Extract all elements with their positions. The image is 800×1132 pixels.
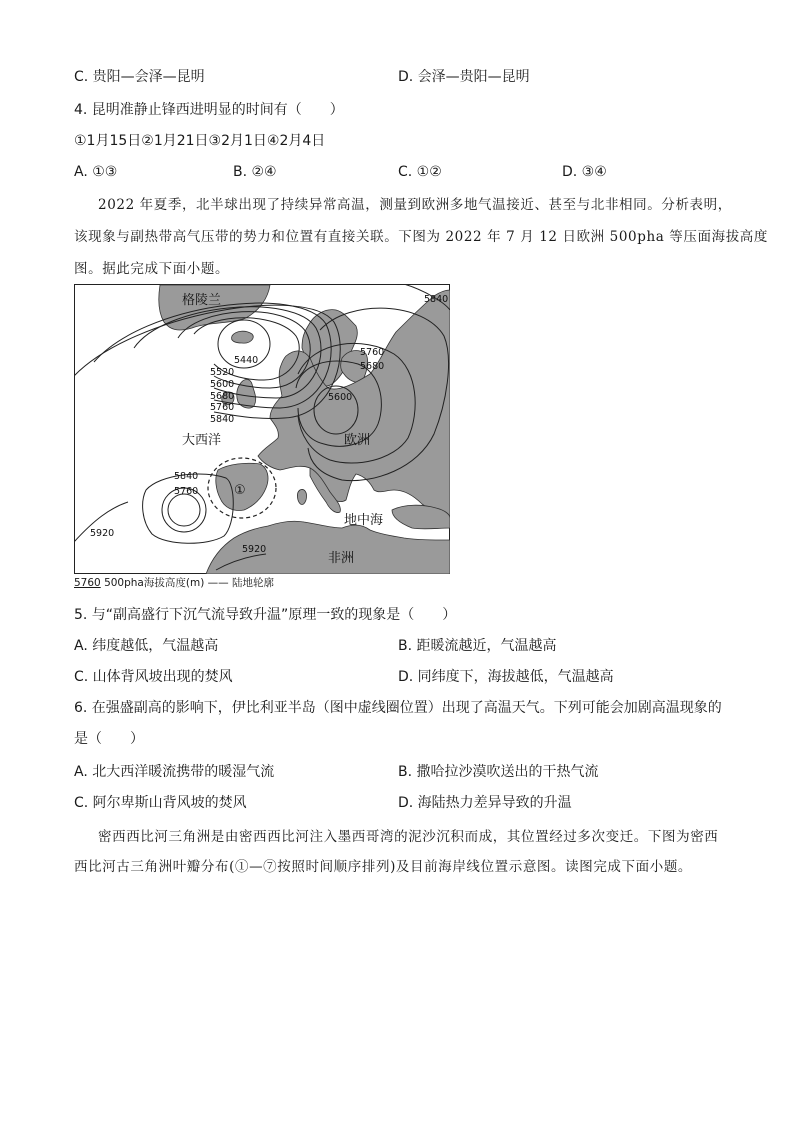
label-africa: 非洲 xyxy=(328,551,355,566)
q6-option-b: B. 撒哈拉沙漠吹送出的干热气流 xyxy=(398,764,599,780)
isoline-label-atlantic-5840: 5840 xyxy=(174,471,199,482)
passage2-line-3: 图。据此完成下面小题。 xyxy=(74,261,230,277)
q3-option-c: C. 贵阳—会泽—昆明 xyxy=(74,69,205,85)
label-greenland: 格陵兰 xyxy=(182,293,222,308)
q5-option-d: D. 同纬度下，海拔越低，气温越高 xyxy=(398,669,614,685)
q6-stem-line-2: 是（ ） xyxy=(74,731,144,747)
isoline-label-atlantic-5760: 5760 xyxy=(174,486,199,497)
isoline-label-5760: 5760 xyxy=(210,402,235,413)
isoline-label-5680: 5680 xyxy=(210,391,235,402)
q6-option-c: C. 阿尔卑斯山背风坡的焚风 xyxy=(74,795,247,811)
isoline-label-europe-5680: 5680 xyxy=(360,361,385,372)
q5-option-c: C. 山体背风坡出现的焚风 xyxy=(74,669,233,685)
q6-stem-line-1: 6. 在强盛副高的影响下，伊比利亚半岛（图中虚线圈位置）出现了高温天气。下列可能会加剧高温现象的 xyxy=(74,700,722,716)
isoline-label-sw-5920: 5920 xyxy=(90,528,115,539)
q6-option-d: D. 海陆热力差异导致的升温 xyxy=(398,795,572,811)
isoline-label-top-right: 5840 xyxy=(424,294,449,305)
europe-500hpa-map xyxy=(74,284,450,574)
isoline-label-5440: 5440 xyxy=(234,355,259,366)
q4-option-c: C. ①② xyxy=(398,164,442,180)
q5-option-b: B. 距暖流越近，气温越高 xyxy=(398,638,557,654)
q4-option-b: B. ②④ xyxy=(233,164,277,180)
q5-option-a: A. 纬度越低，气温越高 xyxy=(74,638,219,654)
isoline-label-africa-5920: 5920 xyxy=(242,544,267,555)
q3-option-d: D. 会泽—贵阳—昆明 xyxy=(398,69,530,85)
legend-text: 500pha海拔高度(m) —— 陆地轮廓 xyxy=(100,577,274,589)
q4-stem: 4. 昆明准静止锋西进明显的时间有（ ） xyxy=(74,102,344,118)
iberia-circle-marker: ① xyxy=(234,483,246,498)
q6-option-a: A. 北大西洋暖流携带的暖湿气流 xyxy=(74,764,275,780)
isoline-label-europe-5600: 5600 xyxy=(328,392,353,403)
isoline-label-5840: 5840 xyxy=(210,414,235,425)
label-europe: 欧洲 xyxy=(344,433,371,448)
map-svg xyxy=(74,284,450,574)
sardinia-landmass xyxy=(297,489,306,504)
map-legend xyxy=(74,576,274,590)
iceland-landmass xyxy=(232,331,254,343)
isoline-label-europe-5760: 5760 xyxy=(360,347,385,358)
label-mediterranean: 地中海 xyxy=(344,513,384,528)
passage3-line-1: 密西西比河三角洲是由密西西比河注入墨西哥湾的泥沙沉积而成，其位置经过多次变迁。下图为密西 xyxy=(98,829,719,845)
isoline-label-5600: 5600 xyxy=(210,379,235,390)
isoline-label-5520: 5520 xyxy=(210,367,235,378)
q4-option-d: D. ③④ xyxy=(562,164,607,180)
legend-isoline-sample: 5760 xyxy=(74,577,101,589)
q5-stem: 5. 与“副高盛行下沉气流导致升温”原理一致的现象是（ ） xyxy=(74,607,457,623)
label-atlantic: 大西洋 xyxy=(182,433,222,448)
passage3-line-2: 西比河古三角洲叶瓣分布(①—⑦按照时间顺序排列)及目前海岸线位置示意图。读图完成下面小题。 xyxy=(74,859,693,875)
passage2-line-2: 该现象与副热带高气压带的势力和位置有直接关联。下图为 2022 年 7 月 12 日欧洲 500pha 等压面海拔高度 xyxy=(74,229,769,245)
passage2-line-1: 2022 年夏季，北半球出现了持续异常高温，测量到欧洲多地气温接近、甚至与北非相同。分析表明， xyxy=(98,197,732,213)
q4-dates: ①1月15日②1月21日③2月1日④2月4日 xyxy=(74,133,326,149)
q4-option-a: A. ①③ xyxy=(74,164,118,180)
